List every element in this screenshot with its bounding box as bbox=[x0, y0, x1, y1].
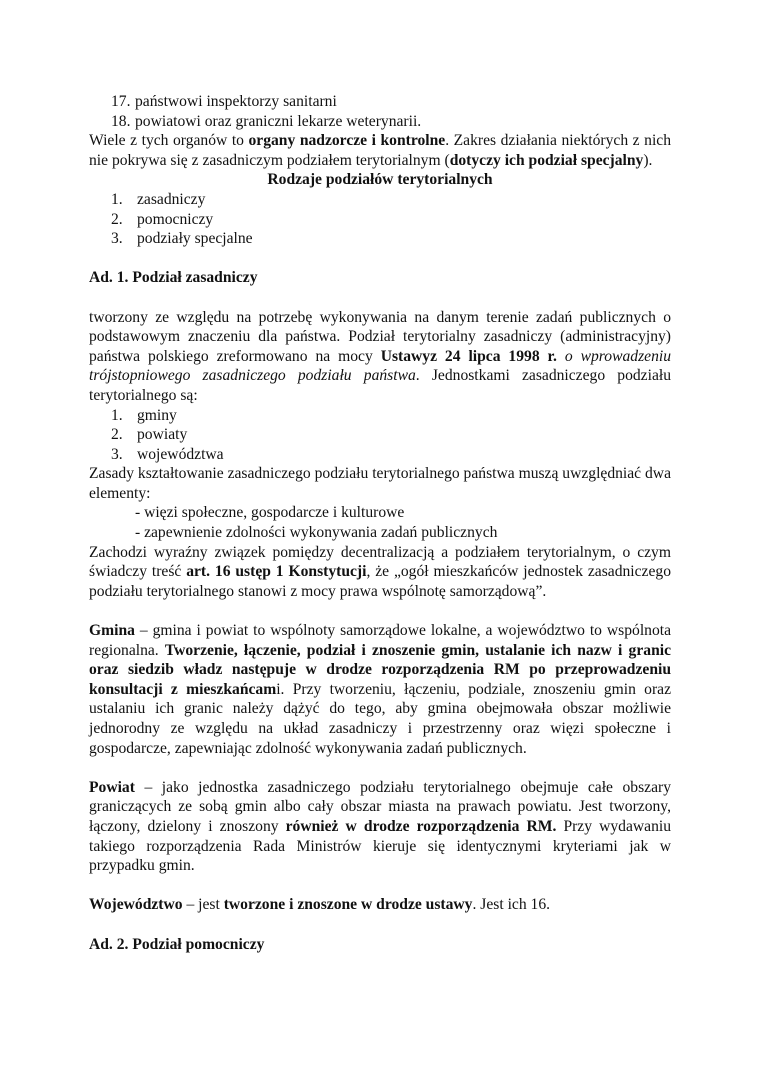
list-text: województwa bbox=[137, 445, 224, 463]
text-run: ). bbox=[643, 151, 653, 169]
text-run: . Jest ich 16. bbox=[472, 896, 551, 914]
bold-run: dotyczy ich podział specjalny bbox=[449, 151, 644, 169]
intro-paragraph bbox=[89, 131, 671, 170]
text-run: i. Przy tworzeniu, łączeniu, podziale, znoszeniu gmin oraz ustalaniu ich granic należy dążyć do tego, aby gmina obejmowała obszar możliwie jednorodny ze względu na układ zasadniczy i przestrzenny oraz więzi społeczne i gospodarcze, zapewniając zdolność wykonywania zadań publicznych. bbox=[89, 680, 672, 757]
text-run: – jest bbox=[182, 896, 224, 914]
list-text: pomocniczy bbox=[137, 210, 214, 228]
text-run: – gmina i powiat to wspólnoty samorządowe lokalne, a województwo to wspólnota regionalna. bbox=[89, 622, 671, 659]
list-number: 2. bbox=[111, 426, 123, 444]
wojewodztwo-paragraph bbox=[89, 895, 671, 915]
document-page bbox=[89, 92, 671, 954]
spacer bbox=[89, 876, 671, 896]
paragraph bbox=[89, 308, 671, 406]
bold-run: również w drodze rozporządzenia RM. bbox=[285, 817, 557, 835]
list-text: podziały specjalne bbox=[137, 230, 253, 248]
list-item bbox=[89, 229, 671, 249]
list-text: powiaty bbox=[137, 426, 188, 444]
section-title bbox=[89, 268, 671, 288]
paragraph: Zasady kształtowanie zasadniczego podziału terytorialnego państwa muszą uwzględniać dwa elementy: bbox=[89, 465, 671, 502]
list-number: 1. bbox=[111, 406, 123, 424]
section-title-text: Ad. 2. Podział pomocniczy bbox=[89, 935, 265, 953]
list-number: 18. bbox=[111, 112, 131, 130]
text-run: tworzony ze względu na potrzebę wykonywania na danym terenie zadań publicznych o podstawowym znaczeniu dla państwa. Podział terytorialny zasadniczy (administracyjny) państwa polskiego zreformowano na mocy bbox=[89, 308, 671, 365]
bold-run: Ustawyz 24 lipca 1998 r. bbox=[380, 347, 557, 365]
list-text: gminy bbox=[137, 406, 177, 424]
text-run: Wiele z tych organów to bbox=[89, 132, 249, 150]
list-number: 1. bbox=[111, 190, 123, 208]
spacer bbox=[89, 249, 671, 269]
dash-item: - więzi społeczne, gospodarcze i kulturowe bbox=[135, 504, 405, 522]
list-text: państwowi inspektorzy sanitarni bbox=[135, 93, 337, 110]
spacer bbox=[89, 288, 671, 308]
section-heading bbox=[89, 170, 671, 190]
powiat-paragraph bbox=[89, 778, 671, 876]
list-item bbox=[89, 190, 671, 210]
list-item bbox=[89, 92, 671, 112]
text-run: . Zakres działania niektórych z nich nie pokrywa się z zasadniczym podziałem terytorialnym ( bbox=[89, 132, 671, 169]
text-run: . Jednostkami zasadniczego podziału terytorialnego są: bbox=[89, 367, 671, 404]
bold-run: organy nadzorcze i kontrolne bbox=[248, 132, 446, 150]
list-item bbox=[89, 112, 671, 132]
list-number: 17. bbox=[111, 93, 131, 110]
list-item bbox=[89, 445, 671, 465]
bold-run: tworzone i znoszone w drodze ustawy bbox=[223, 896, 473, 914]
dash-item: - zapewnienie zdolności wykonywania zadań publicznych bbox=[135, 524, 498, 542]
list-number: 3. bbox=[111, 445, 123, 463]
text-run: – jako jednostka zasadniczego podziału terytorialnego obejmuje całe obszary graniczących ze sobą gmin albo cały obszar miasta na prawach powiatu. Jest tworzony, łączony, dzielony i znoszony bbox=[89, 778, 671, 835]
list-number: 3. bbox=[111, 230, 123, 248]
text-run: Zachodzi wyraźny związek pomiędzy decentralizacją a podziałem terytorialnym, o czym świadczy treść bbox=[89, 543, 671, 581]
spacer bbox=[89, 758, 671, 778]
italic-run: o wprowadzeniu trójstopniowego zasadniczego podziału państwa bbox=[89, 347, 671, 385]
text-run: , że „ogół mieszkańców jednostek zasadniczego podziału terytorialnego stanowi z mocy prawa wspólnotę samorządową”. bbox=[89, 563, 671, 600]
list-item bbox=[89, 406, 671, 426]
list-number: 2. bbox=[111, 210, 123, 228]
paragraph bbox=[89, 543, 671, 602]
list-text: zasadniczy bbox=[137, 190, 206, 208]
bold-run: Gmina bbox=[89, 622, 135, 640]
list-text: powiatowi oraz graniczni lekarze weterynarii. bbox=[135, 112, 422, 130]
bold-run: Województwo bbox=[89, 896, 183, 914]
spacer bbox=[89, 915, 671, 935]
bold-run: Tworzenie, łączenie, podział i znoszenie gmin, ustalanie ich nazw i granic oraz siedzib władz następuje w drodze rozporządzenia RM po przeprowadzeniu konsultacji z mieszkańcam bbox=[89, 641, 671, 698]
spacer bbox=[89, 601, 671, 621]
list-item bbox=[89, 425, 671, 445]
section-title bbox=[89, 935, 671, 955]
heading-text: Rodzaje podziałów terytorialnych bbox=[267, 171, 493, 189]
bold-run: Powiat bbox=[89, 778, 135, 796]
text-run: Przy wydawaniu takiego rozporządzenia Rada Ministrów kieruje się identycznymi kryteriami jak w przypadku gmin. bbox=[89, 817, 671, 875]
bold-run: art. 16 ustęp 1 Konstytucji bbox=[186, 563, 367, 581]
section-title-text: Ad. 1. Podział zasadniczy bbox=[89, 269, 258, 287]
gmina-paragraph bbox=[89, 621, 671, 758]
list-item bbox=[89, 210, 671, 230]
text-run bbox=[557, 348, 565, 365]
